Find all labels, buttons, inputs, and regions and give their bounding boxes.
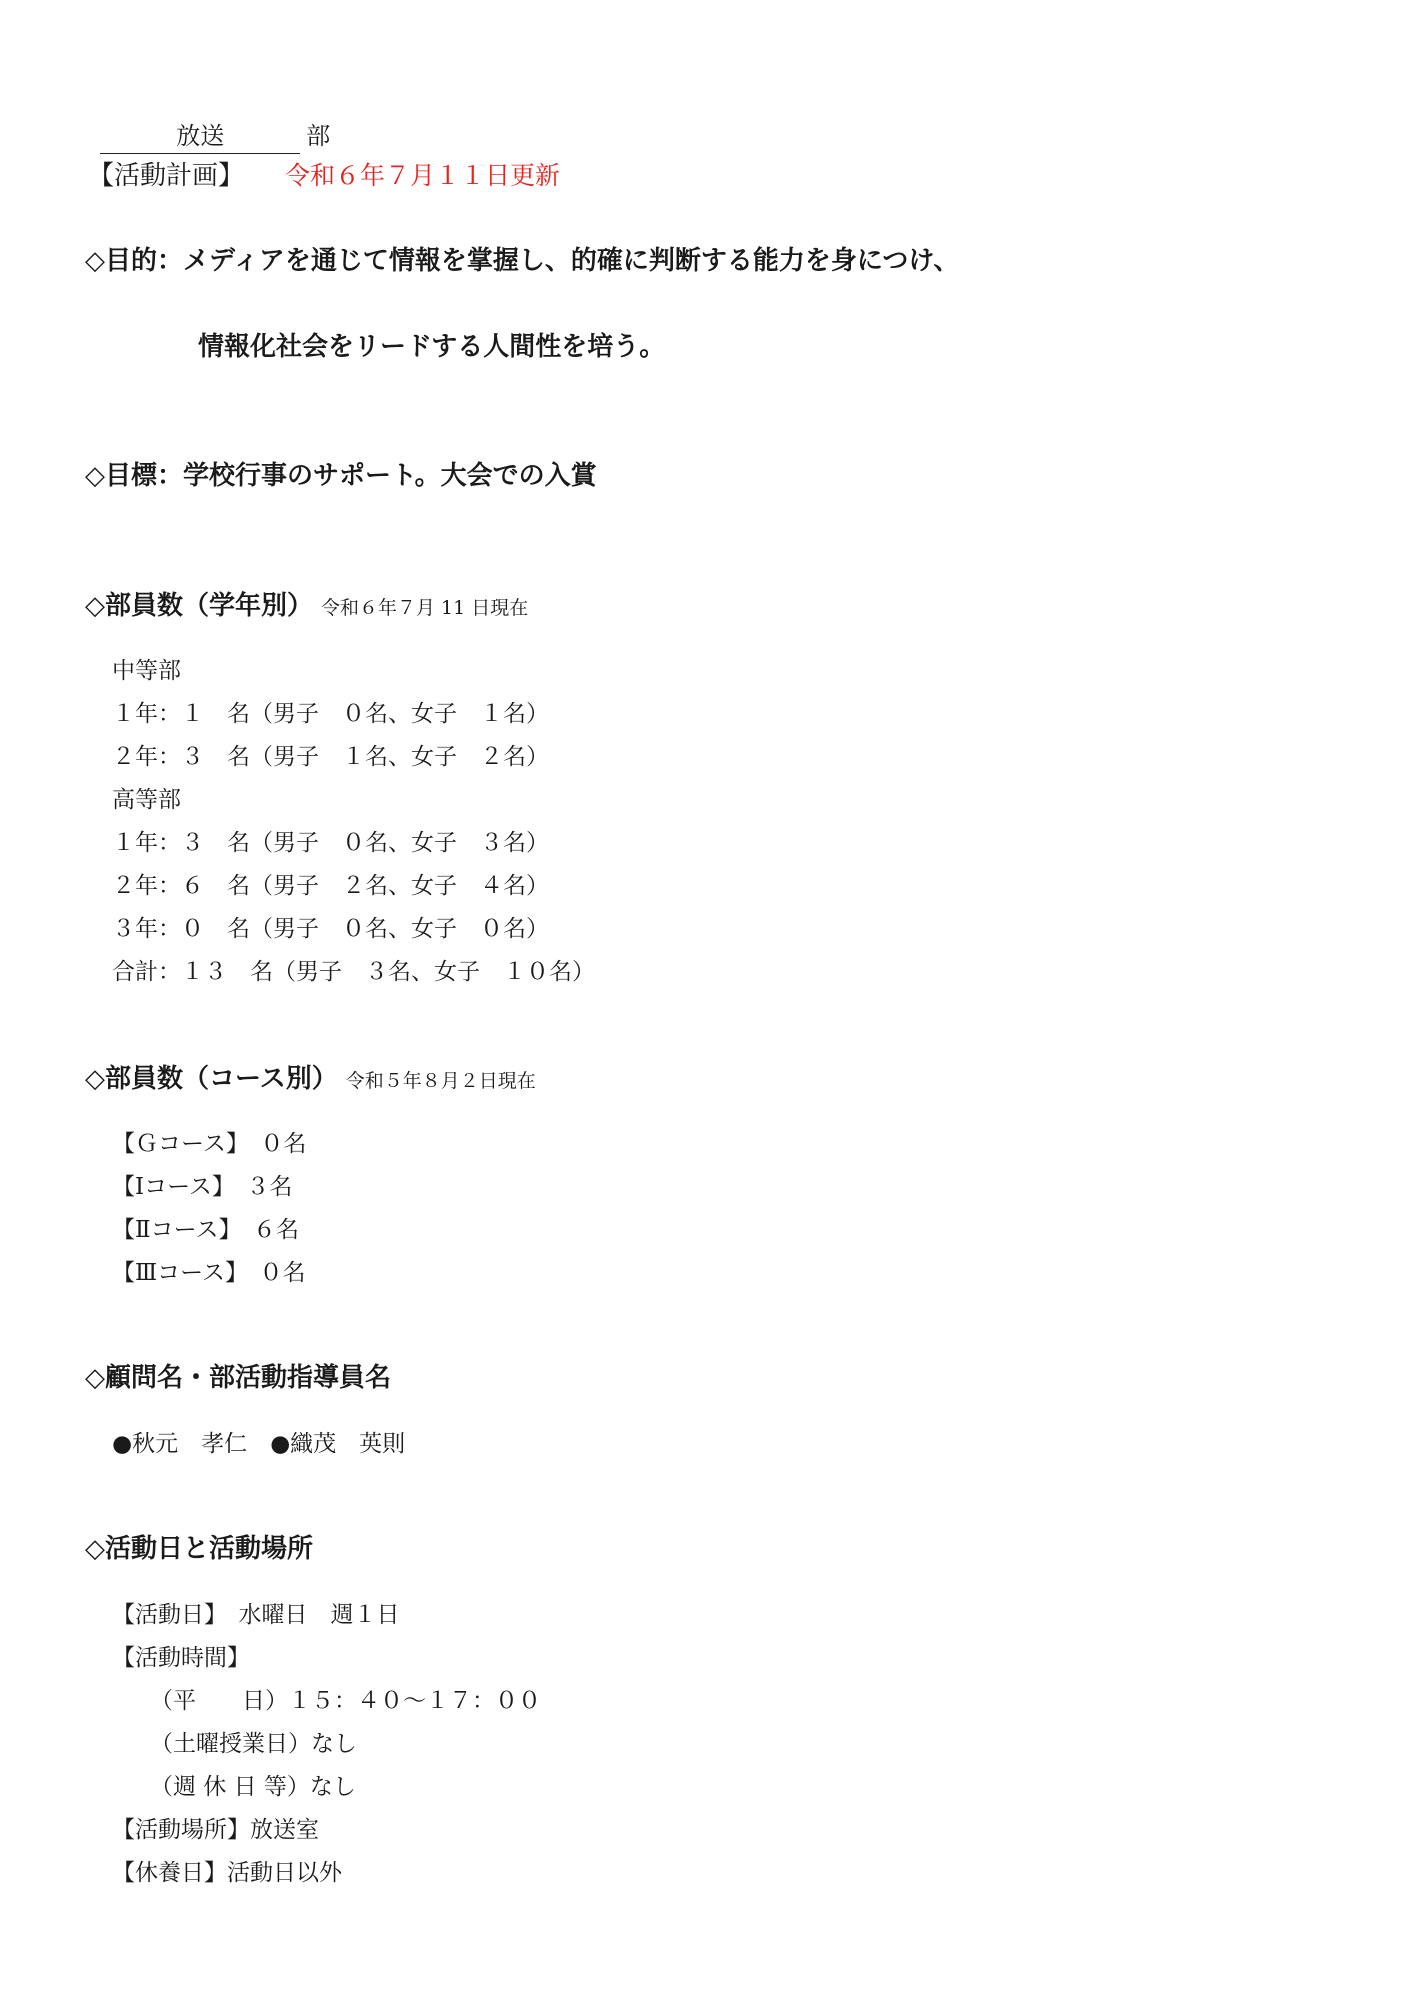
course-line-1: 【Ⅰコース】 ３名 [112, 1174, 293, 1200]
activity-place: 【活動場所】放送室 [112, 1817, 319, 1843]
course-line-g: 【Ｇコース】 ０名 [112, 1131, 307, 1157]
grade-line-3: ２年：３ 名（男子 １名、女子 ２名） [112, 744, 549, 770]
advisors-line: ●秋元 孝仁 ●織茂 英則 [112, 1431, 406, 1457]
members-by-grade-title: ◇部員数（学年別） [85, 591, 313, 621]
members-by-course-title: ◇部員数（コース別） [85, 1064, 338, 1094]
course-line-3: 【Ⅲコース】 ０名 [112, 1260, 306, 1286]
club-suffix: 部 [306, 122, 331, 150]
club-name-line [85, 88, 330, 154]
grade-line-7: ３年：０ 名（男子 ０名、女子 ０名） [112, 916, 549, 942]
members-by-course-note: 令和５年８月２日現在 [345, 1070, 536, 1092]
updated-date: 令和６年７月１１日更新 [285, 161, 561, 190]
advisors-heading: ◇顧問名・部活動指導員名 [85, 1363, 391, 1393]
purpose-line-2: 情報化社会をリードする人間性を培う。 [198, 332, 666, 362]
course-line-2: 【Ⅱコース】 ６名 [112, 1217, 299, 1243]
activity-heading: ◇活動日と活動場所 [85, 1534, 313, 1564]
members-by-course-heading [85, 1058, 536, 1095]
grade-line-2: １年：１ 名（男子 ０名、女子 １名） [112, 701, 549, 727]
activity-time-label: 【活動時間】 [112, 1645, 250, 1671]
grade-line-6: ２年：６ 名（男子 ２名、女子 ４名） [112, 873, 549, 899]
activity-saturday: （土曜授業日）なし [150, 1731, 357, 1757]
purpose-line-1: ◇目的：メディアを通じて情報を掌握し、的確に判断する能力を身につけ、 [85, 246, 960, 276]
grade-line-1: 中等部 [112, 658, 181, 684]
activity-day: 【活動日】 水曜日 週１日 [112, 1602, 400, 1628]
members-by-grade-heading [85, 585, 528, 622]
goal-heading: ◇目標：学校行事のサポート。大会での入賞 [85, 461, 597, 491]
club-name: 放送 [100, 116, 300, 154]
activity-weekday: （平 日）１５：４０～１７：００ [150, 1688, 541, 1714]
grade-line-8: 合計：１３ 名（男子 ３名、女子 １０名） [112, 959, 595, 985]
activity-rest-day: 【休養日】活動日以外 [112, 1860, 342, 1886]
plan-label: 【活動計画】 [88, 161, 245, 191]
members-by-grade-note: 令和６年７月 11 日現在 [321, 597, 529, 619]
activity-holiday: （週 休 日 等）なし [150, 1774, 356, 1800]
grade-line-5: １年：３ 名（男子 ０名、女子 ３名） [112, 830, 549, 856]
grade-line-4: 高等部 [112, 787, 181, 813]
